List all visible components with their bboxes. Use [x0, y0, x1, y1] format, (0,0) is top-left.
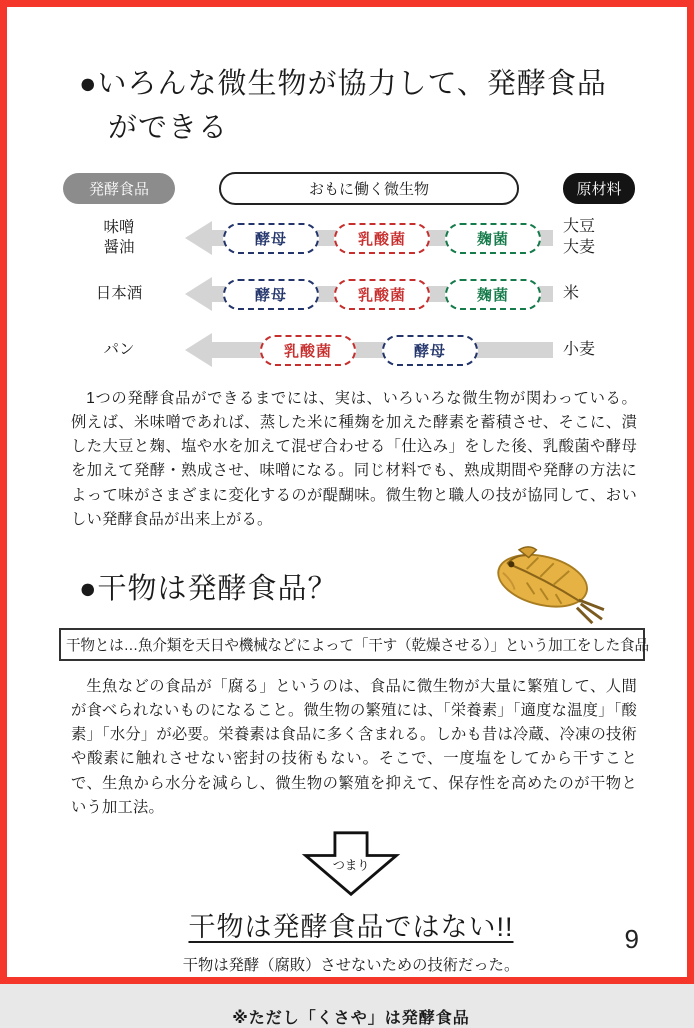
microbe-pill-yeast: 酵母 — [223, 223, 319, 254]
food-label: パン — [103, 340, 135, 358]
microbe-pill-lactic: 乳酸菌 — [334, 223, 430, 254]
header-badge-fermented-food: 発酵食品 — [63, 173, 175, 204]
arrow-label: つまり — [332, 858, 370, 873]
arrow-track — [185, 215, 553, 261]
microbe-pill-yeast: 酵母 — [382, 335, 478, 366]
diagram-header-row — [63, 172, 635, 205]
page-number: 9 — [624, 924, 639, 954]
material-label: 米 — [563, 284, 580, 302]
fermentation-diagram — [63, 172, 635, 373]
arrow-track — [185, 327, 553, 373]
material-label: 小麦 — [563, 340, 596, 358]
conclusion-subtext: 干物は発酵（腐敗）させないための技術だった。 — [182, 956, 520, 974]
page-content — [7, 7, 687, 1028]
section2-paragraph: 生魚などの食品が「腐る」というのは、食品に微生物が大量に繁殖して、人間が食べられないものになること。微生物の繁殖には、「栄養素」「適度な温度」「酸素」「水分」が必要。栄養素は食品に多く含まれる。しかも昔は冷蔵、冷凍の技術や酸素に触れさせない密封の技術もない。そこで、一度塩をしてから干すことで、生魚から水分を減らし、微生物の繁殖を抑えて、保存性を高めたのが干物という加工法。 — [71, 677, 637, 816]
microbe-pill-yeast: 酵母 — [223, 279, 319, 310]
microbe-pill-lactic: 乳酸菌 — [260, 335, 356, 366]
dried-fish-icon — [483, 544, 611, 626]
microbe-pill-koji: 麹菌 — [445, 223, 541, 254]
food-label: 味噌 醤油 — [103, 218, 135, 256]
section1-paragraph: 1つの発酵食品ができるまでには、実は、いろいろな微生物が関わっている。例えば、米味噌であれば、蒸した米に種麹を加えた酵素を蓄積させ、そこに、潰した大豆と麹、塩や水を加えて混ぜ合わせる「仕込み」をした後、乳酸菌や酵母を加えて発酵・熟成させ、味噌になる。同じ材料でも、熟成期間や発酵の方法によって味がさまざまに変化するのが醍醐味。微生物と職人の技が協同して、おいしい発酵食品が出来上がる。 — [71, 390, 637, 528]
microbe-pills — [185, 327, 553, 373]
diagram-row-sake — [63, 271, 635, 317]
section1-heading — [61, 63, 641, 150]
down-arrow-icon — [299, 830, 403, 898]
arrow-track — [185, 271, 553, 317]
diagram-row-bread — [63, 327, 635, 373]
microbe-pills — [185, 215, 553, 261]
section2-heading: ●干物は発酵食品？ — [79, 572, 338, 605]
conclusion-heading: 干物は発酵食品ではない!! — [188, 911, 514, 942]
material-label: 大豆 大麦 — [563, 218, 596, 256]
kusaya-note: ※ただし「くさや」は発酵食品 — [232, 1009, 470, 1027]
conclusion-arrow-wrap — [61, 830, 641, 903]
header-badge-raw-material: 原材料 — [563, 173, 635, 204]
header-badge-microbes: おもに働く微生物 — [219, 172, 519, 205]
section1-heading-line1: ●いろんな微生物が協力して、発酵食品 — [79, 68, 607, 100]
microbe-pill-lactic: 乳酸菌 — [334, 279, 430, 310]
food-label: 日本酒 — [95, 284, 143, 302]
himono-definition-box: 干物とは…魚介類を天日や機械などによって「干す（乾燥させる）」という加工をした食品 — [59, 628, 645, 661]
diagram-row-miso — [63, 215, 635, 261]
section1-heading-line2: ができる — [108, 111, 229, 144]
section2-heading-row — [61, 566, 641, 618]
microbe-pill-koji: 麹菌 — [445, 279, 541, 310]
microbe-pills — [185, 271, 553, 317]
